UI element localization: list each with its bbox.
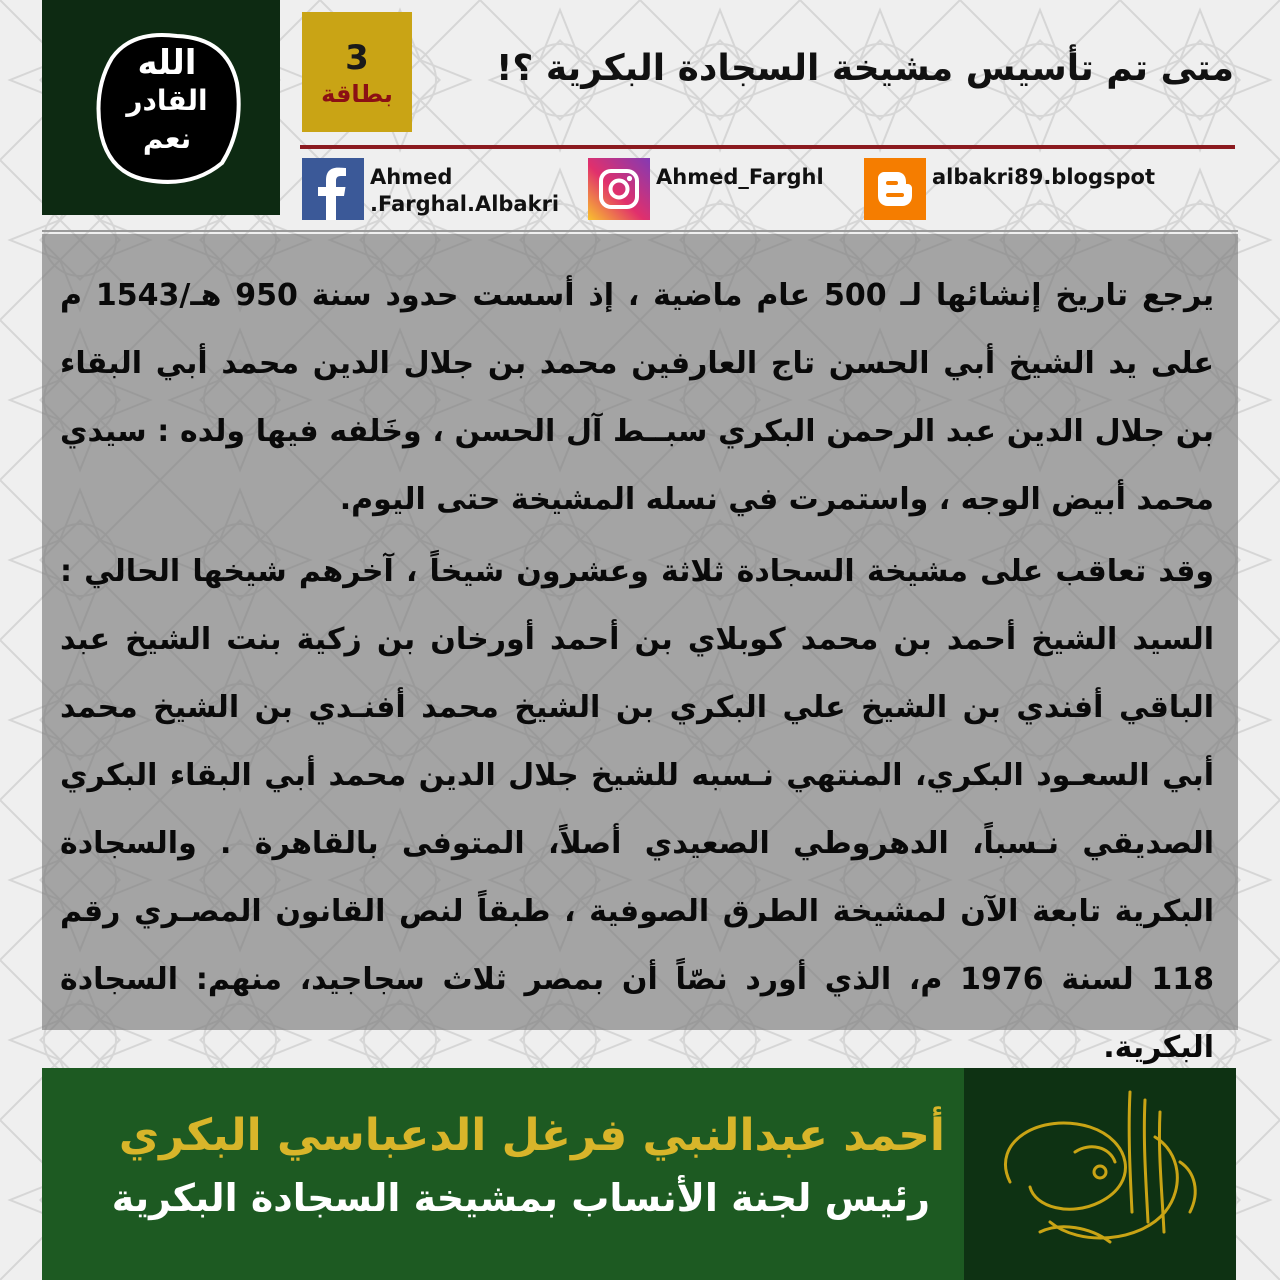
logo-line-3: نعم bbox=[142, 122, 192, 155]
card-label: بطاقة bbox=[321, 80, 393, 108]
card-badge bbox=[302, 12, 412, 132]
logo-line-2: القادر bbox=[126, 84, 208, 117]
blogger-icon bbox=[864, 158, 926, 220]
title-divider bbox=[300, 145, 1235, 149]
author-name: أحمد عبدالنبي فرغل الدعباسي البكري bbox=[118, 1110, 945, 1161]
paragraph-1: يرجع تاريخ إنشائها لـ 500 عام ماضية ، إذ أسست حدود سنة 950 هـ/1543 م على يد الشيخ أبي الحسن تاج العارفين محمد بن جلال الدين محمد أبي البقاء بن جلال الدين عبد الرحمن البكري سبــط آل الحسن ، وخَلفه فيها ولده : سيدي محمد أبيض الوجه ، واستمرت في نسله المشيخة حتى اليوم. bbox=[60, 278, 1214, 517]
facebook-icon bbox=[302, 158, 364, 220]
paragraph-2: وقد تعاقب على مشيخة السجادة ثلاثة وعشرون شيخاً ، آخرهم شيخها الحالي : السيد الشيخ أحمد بن محمد كوبلاي بن أحمد أورخان بن زكية بنت الشيخ عبد الباقي أفندي بن الشيخ علي البكري بن الشيخ محمد أفنـدي بن الشيخ محمد أبي السعـود البكري، المنتهي نـسبه للشيخ جلال الدين محمد أبي البقاء البكري الصديقي نـسباً، الدهروطي الصعيدي أصلاً، المتوفى بالقاهرة . والسجادة البكرية تابعة الآن لمشيخة الطرق الصوفية ، طبقاً لنص القانون المصـري رقم 118 لسنة 1976 م، الذي أورد نصّاً أن بمصر ثلاث سجاجيد، منهم: السجادة البكرية. bbox=[60, 554, 1214, 1065]
card-number: 3 bbox=[345, 38, 369, 78]
calligraphy-seal-icon bbox=[980, 1072, 1220, 1272]
author-role: رئيس لجنة الأنساب بمشيخة السجادة البكرية bbox=[111, 1176, 930, 1220]
logo-line-1: الله bbox=[137, 43, 197, 83]
social-blogger[interactable] bbox=[864, 158, 1155, 220]
facebook-name-line1: Ahmed bbox=[370, 165, 453, 189]
logo-box bbox=[42, 0, 280, 215]
facebook-name-line2: .Farghal.Albakri bbox=[370, 192, 560, 216]
panel-top-rule bbox=[42, 230, 1238, 232]
social-facebook[interactable] bbox=[302, 158, 559, 220]
logo-text bbox=[92, 44, 242, 158]
social-instagram[interactable] bbox=[588, 158, 824, 220]
blogger-site: albakri89.blogspot bbox=[932, 165, 1155, 189]
page-title: متى تم تأسيس مشيخة السجادة البكرية ؟! bbox=[496, 48, 1234, 89]
instagram-handle: Ahmed_Farghl bbox=[656, 165, 824, 189]
instagram-icon bbox=[588, 158, 650, 220]
article-body bbox=[60, 262, 1214, 1086]
